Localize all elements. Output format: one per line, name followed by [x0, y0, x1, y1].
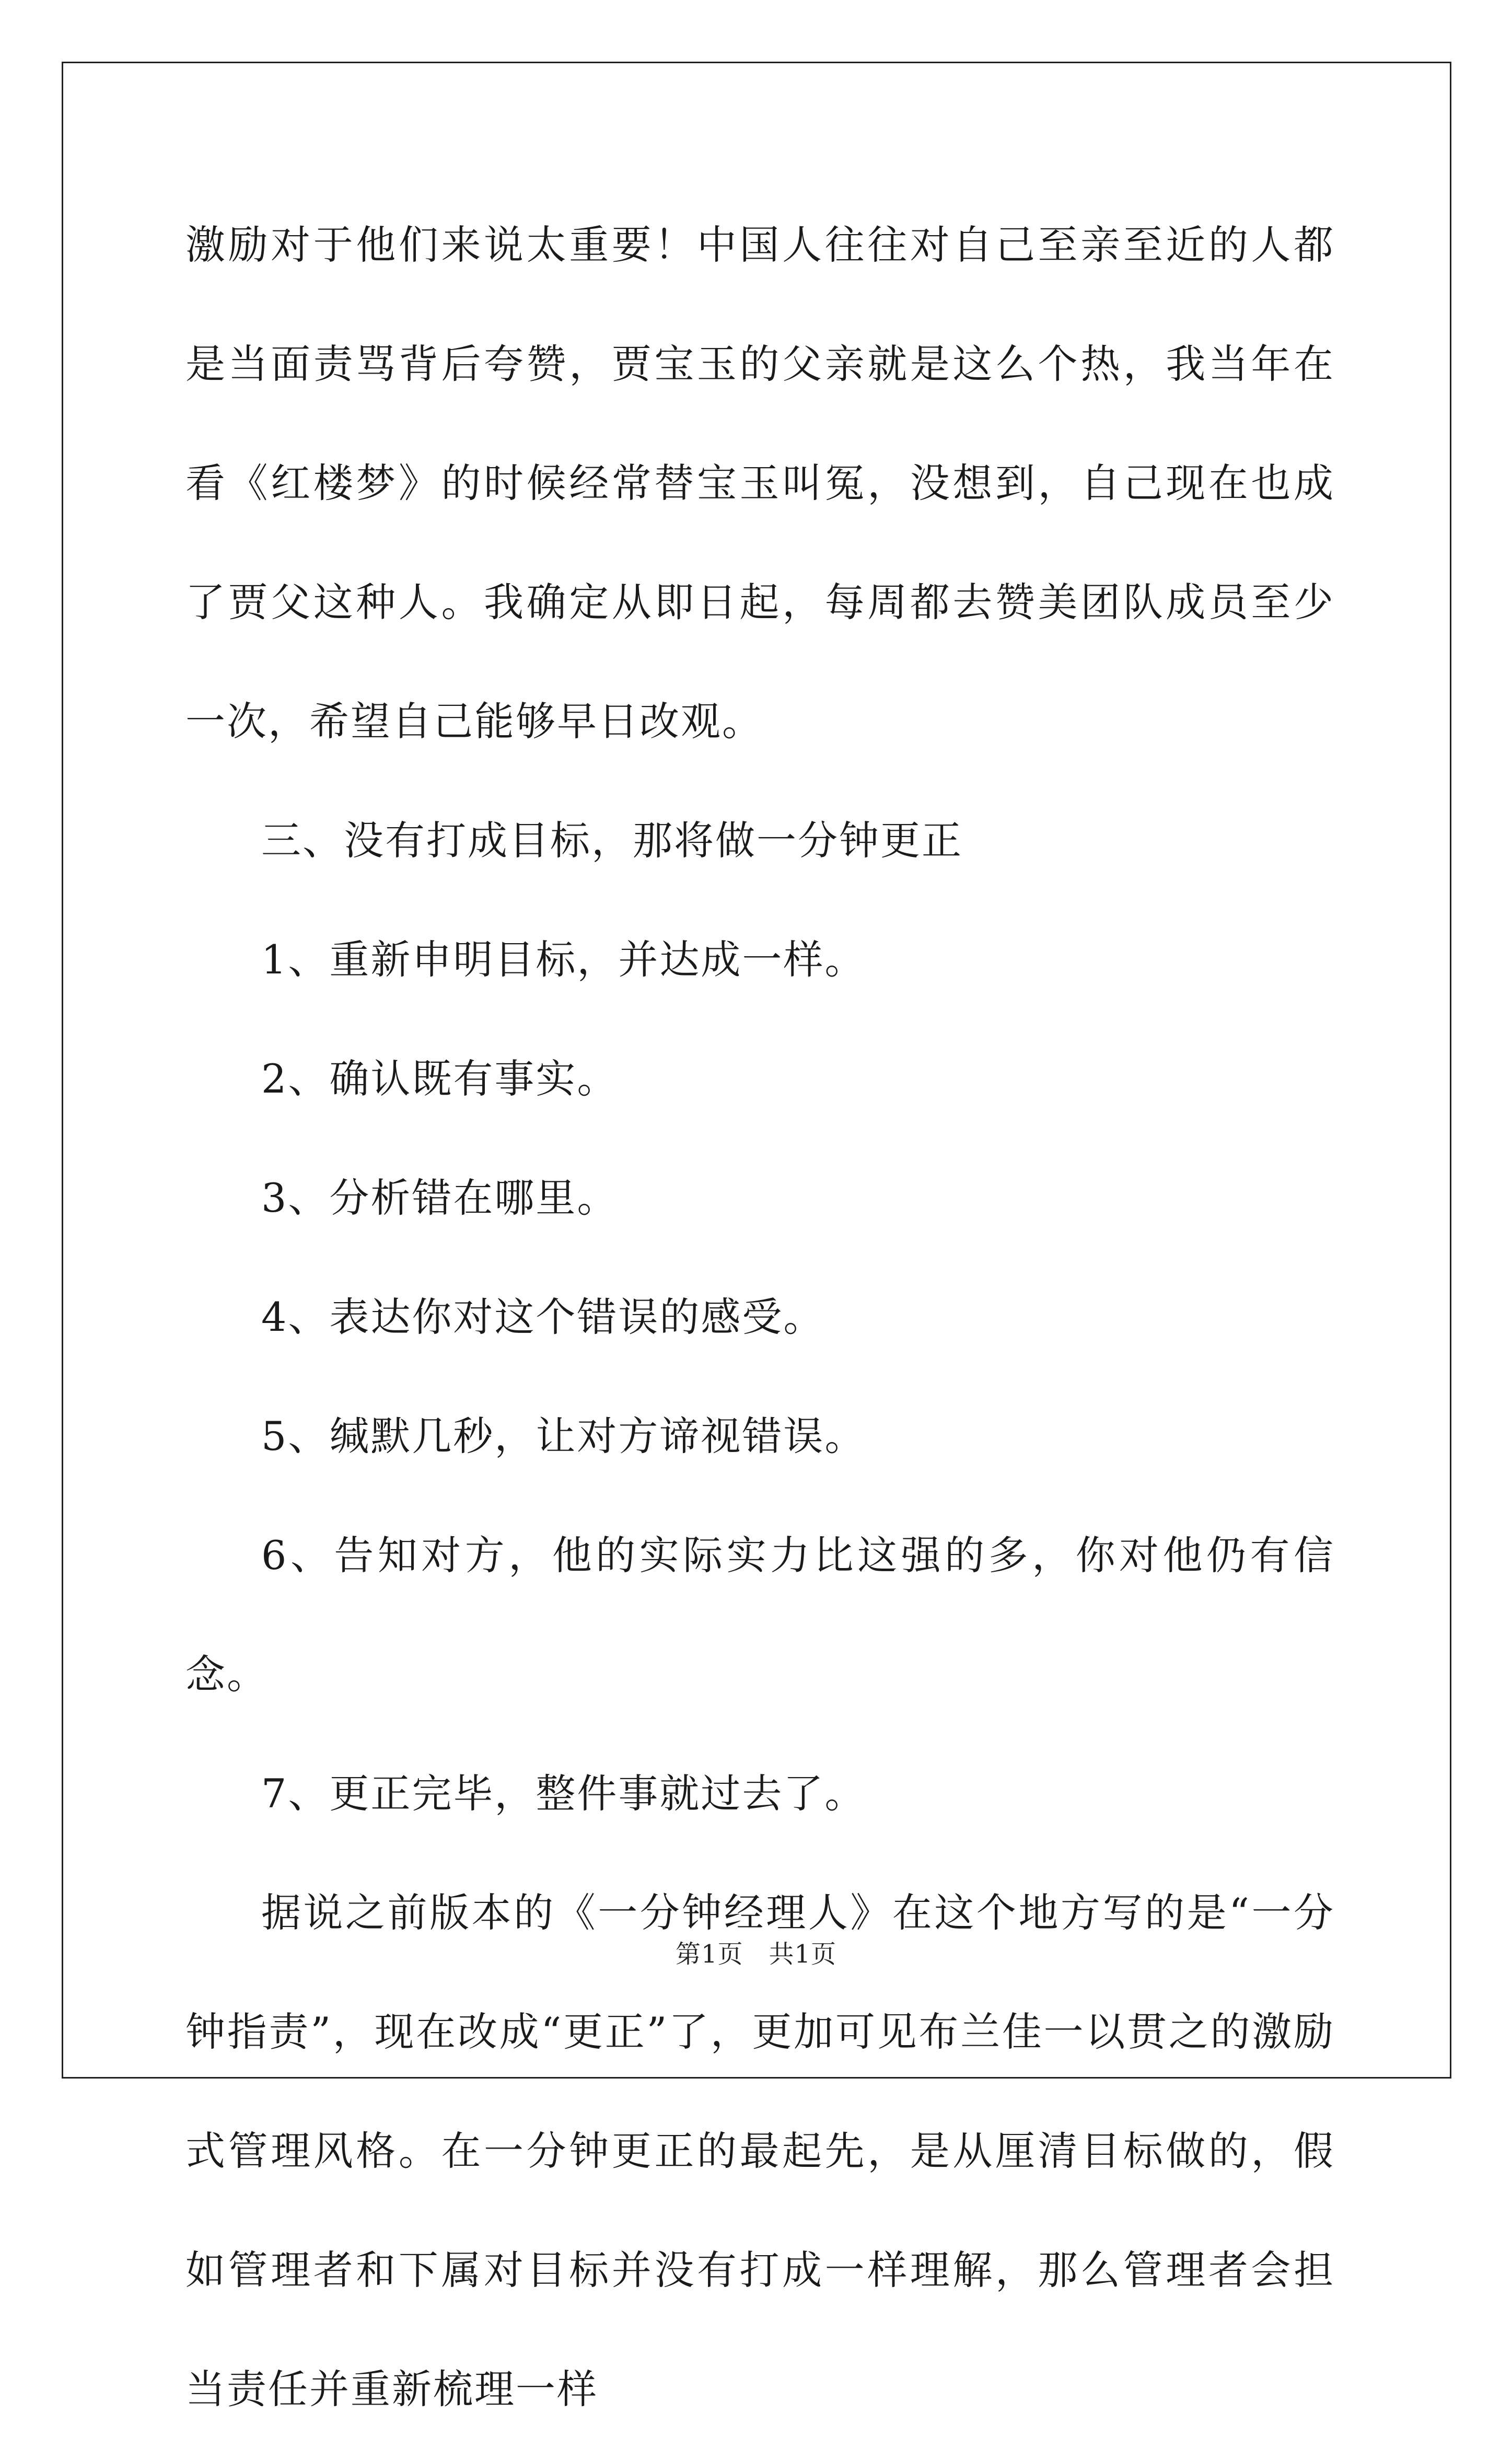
list-item-6: 6、告知对方，他的实际实力比这强的多，你对他仍有信念。 — [185, 1532, 1335, 1698]
list-item-7: 7、更正完毕，整件事就过去了。 — [261, 1770, 866, 1817]
section-heading: 三、没有打成目标，那将做一分钟更正 — [261, 817, 963, 864]
list-item-3: 3、分析错在哪里。 — [261, 1175, 619, 1221]
list-item-4: 4、表达你对这个错误的感受。 — [261, 1294, 825, 1340]
paragraph-intro: 激励对于他们来说太重要！中国人往往对自己至亲至近的人都是当面责骂背后夸赞，贾宝玉的父亲就是这么个热，我当年在看《红楼梦》的时候经常替宝玉叫冤，没想到，自己现在也成了贾父这种人。我确定从即日起，每周都去赞美团队成员至少一次，希望自己能够早日改观。 — [185, 222, 1335, 745]
document-body — [185, 185, 1335, 2449]
list-item-5: 5、缄默几秒，让对方谛视错误。 — [261, 1413, 866, 1459]
paragraph-closing: 据说之前版本的《一分钟经理人》在这个地方写的是“一分钟指责”，现在改成“更正”了，更加可见布兰佳一以贯之的激励式管理风格。在一分钟更正的最起先，是从厘清目标做的，假如管理者和下属对目标并没有打成一样理解，那么管理者会担当责任并重新梳理一样 — [185, 1889, 1335, 2412]
page-number-footer: 第1页 共1页 — [675, 1940, 837, 1969]
list-item-1: 1、重新申明目标，并达成一样。 — [261, 936, 866, 983]
list-item-2: 2、确认既有事实。 — [261, 1055, 619, 1102]
